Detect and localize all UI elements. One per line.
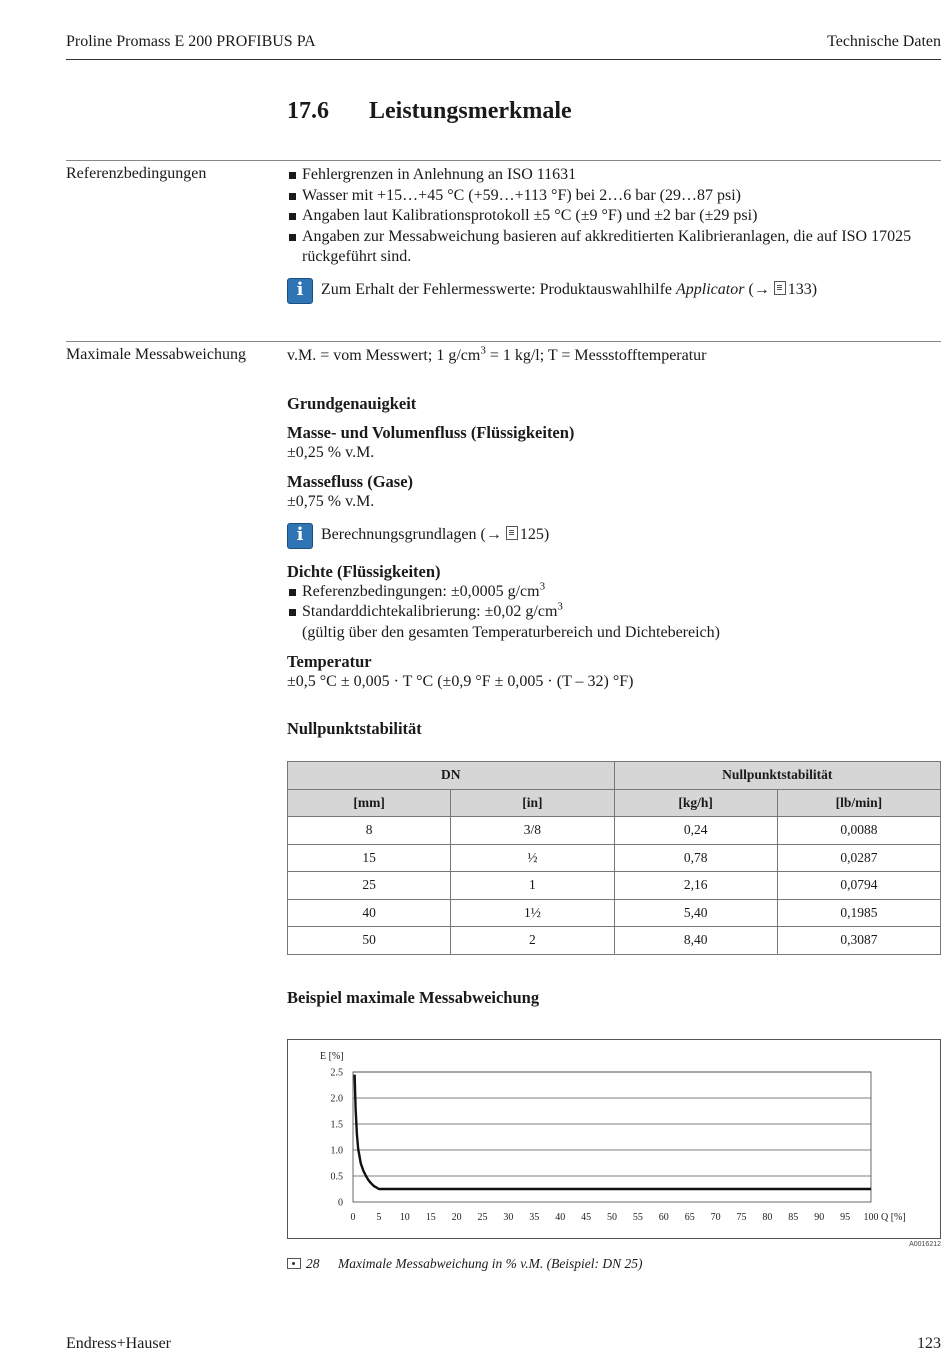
x-tick-label: 0 — [350, 1212, 356, 1223]
footer-brand: Endress+Hauser — [66, 1335, 171, 1352]
grund-heading: Grundgenauigkeit — [287, 393, 417, 413]
table-cell: 0,78 — [614, 844, 777, 872]
table-group-header: DN — [288, 762, 615, 790]
section-title — [287, 98, 572, 125]
table-cell: 8 — [288, 817, 451, 845]
list-item — [287, 582, 941, 603]
table-cell: 8,40 — [614, 927, 777, 955]
table-row — [288, 927, 941, 955]
list-item — [287, 602, 941, 643]
section-number: 17.6 — [287, 98, 329, 124]
calc-text: Berechnungsgrundlagen (→ — [321, 525, 502, 543]
chart-frame — [287, 1039, 941, 1239]
x-tick-label: 5 — [376, 1212, 382, 1223]
gas-heading: Massefluss (Gase) — [287, 472, 414, 491]
note-text: Zum Erhalt der Fehlermesswerte: Produktauswahlhilfe — [321, 280, 677, 298]
applicator-link[interactable]: Applicator — [676, 280, 745, 298]
header-product: Proline Promass E 200 PROFIBUS PA — [66, 33, 316, 50]
caption-text: Maximale Messabweichung in % v.M. (Beispiel: DN 25) — [338, 1256, 643, 1271]
page-ref-icon — [506, 526, 518, 540]
x-tick-label: 20 — [451, 1212, 462, 1223]
ref-label: Referenzbedingungen — [66, 165, 207, 182]
page-ref[interactable]: 125) — [519, 525, 550, 543]
page-ref[interactable]: 133) — [787, 280, 818, 298]
applicator-note — [287, 278, 941, 304]
intro-text-b: = 1 kg/l; T = Messstofftemperatur — [485, 347, 707, 364]
x-axis-label: Q [%] — [881, 1212, 906, 1223]
table-cell: 2,16 — [614, 872, 777, 900]
density-std: Standarddichtekalibrierung: ±0,02 g/cm — [302, 603, 558, 620]
x-tick-label: 45 — [581, 1212, 592, 1223]
table-cell: 25 — [288, 872, 451, 900]
table-col-header: [in] — [451, 789, 614, 817]
x-tick-label: 95 — [840, 1212, 851, 1223]
plot-area — [353, 1072, 871, 1202]
temp-value: ±0,5 °C ± 0,005 · T °C (±0,9 °F ± 0,005 · (T – 32) °F) — [287, 673, 634, 690]
x-tick-label: 30 — [503, 1212, 514, 1223]
ref-content — [287, 165, 941, 304]
x-tick-label: 90 — [814, 1212, 825, 1223]
liq-heading: Masse- und Volumenfluss (Flüssigkeiten) — [287, 422, 575, 442]
table-cell: 0,1985 — [777, 899, 940, 927]
intro-text: v.M. = vom Messwert; 1 g/cm — [287, 347, 481, 364]
x-tick-label: 65 — [684, 1212, 695, 1223]
table-cell: 0,0088 — [777, 817, 940, 845]
table-col-header: [kg/h] — [614, 789, 777, 817]
note-arrow: (→ — [744, 280, 770, 298]
x-tick-label: 15 — [425, 1212, 436, 1223]
header-rule — [66, 59, 941, 60]
intro-sup: 3 — [480, 344, 486, 357]
max-label: Maximale Messabweichung — [66, 346, 246, 363]
figure-caption — [287, 1256, 643, 1272]
density-sup: 3 — [539, 580, 546, 593]
x-tick-label: 60 — [658, 1212, 669, 1223]
page-number: 123 — [917, 1335, 941, 1352]
y-tick-label: 2.5 — [330, 1067, 343, 1079]
table-row — [288, 872, 941, 900]
table-row — [288, 899, 941, 927]
table-cell: 40 — [288, 899, 451, 927]
table-cell: ½ — [451, 844, 614, 872]
liq-value: ±0,25 % v.M. — [287, 443, 375, 461]
graph-icon — [287, 1258, 301, 1269]
x-tick-label: 80 — [762, 1212, 773, 1223]
temp-heading: Temperatur — [287, 652, 372, 671]
gas-value: ±0,75 % v.M. — [287, 493, 375, 510]
x-tick-label: 70 — [710, 1212, 721, 1223]
zero-table — [287, 761, 941, 955]
x-tick-label: 55 — [632, 1212, 643, 1223]
table-row — [288, 817, 941, 845]
divider-rule — [66, 341, 941, 342]
figure-id: A0016212 — [909, 1241, 941, 1248]
density-extra: (gültig über den gesamten Temperaturbereich und Dichtebereich) — [302, 623, 720, 641]
y-tick-label: 0 — [338, 1197, 343, 1209]
x-tick-label: 100 — [863, 1212, 879, 1223]
y-tick-label: 0.5 — [330, 1171, 343, 1183]
table-row — [288, 844, 941, 872]
x-tick-label: 35 — [529, 1212, 540, 1223]
table-cell: 0,3087 — [777, 927, 940, 955]
example-heading: Beispiel maximale Messabweichung — [287, 988, 540, 1007]
y-tick-label: 2.0 — [330, 1093, 343, 1105]
density-heading: Dichte (Flüssigkeiten) — [287, 561, 441, 581]
y-tick-label: 1.0 — [330, 1145, 343, 1157]
x-tick-label: 25 — [477, 1212, 488, 1223]
list-item: Wasser mit +15…+45 °C (+59…+113 °F) bei 2…6 bar (29…87 psi) — [287, 186, 941, 207]
table-col-header: [lb/min] — [777, 789, 940, 817]
table-group-header: Nullpunktstabilität — [614, 762, 941, 790]
table-cell: 0,0287 — [777, 844, 940, 872]
table-cell: 15 — [288, 844, 451, 872]
max-content — [287, 346, 941, 739]
table-cell: 0,0794 — [777, 872, 940, 900]
table-cell: 50 — [288, 927, 451, 955]
list-item: Angaben zur Messabweichung basieren auf akkreditierten Kalibrieranlagen, die auf ISO 17025 rückgeführt sind. — [287, 227, 941, 268]
calc-note — [287, 523, 941, 549]
table-cell: 5,40 — [614, 899, 777, 927]
y-tick-label: 1.5 — [330, 1119, 343, 1131]
list-item: Fehlergrenzen in Anlehnung an ISO 11631 — [287, 165, 941, 186]
info-icon: i — [287, 523, 313, 549]
section-title-text: Leistungsmerkmale — [369, 98, 572, 124]
error-chart — [288, 1040, 940, 1238]
caption-number: 28 — [306, 1256, 320, 1271]
table-cell: 1½ — [451, 899, 614, 927]
table-cell: 2 — [451, 927, 614, 955]
x-tick-label: 40 — [555, 1212, 566, 1223]
table-col-header: [mm] — [288, 789, 451, 817]
list-item: Angaben laut Kalibrationsprotokoll ±5 °C (±9 °F) und ±2 bar (±29 psi) — [287, 206, 941, 227]
ref-list — [287, 165, 941, 268]
x-tick-label: 50 — [607, 1212, 617, 1223]
density-list — [287, 582, 941, 644]
zero-heading: Nullpunktstabilität — [287, 718, 422, 738]
info-icon: i — [287, 278, 313, 304]
y-axis-label: E [%] — [320, 1051, 344, 1062]
table-cell: 3/8 — [451, 817, 614, 845]
max-intro — [287, 346, 941, 367]
x-tick-label: 85 — [788, 1212, 799, 1223]
table-cell: 1 — [451, 872, 614, 900]
x-tick-label: 10 — [399, 1212, 410, 1223]
header-chapter: Technische Daten — [827, 33, 941, 50]
page-ref-icon — [774, 281, 786, 295]
table-cell: 0,24 — [614, 817, 777, 845]
series-line — [355, 1075, 871, 1189]
zero-table-wrap — [287, 761, 941, 955]
divider-rule — [66, 160, 941, 161]
x-tick-label: 75 — [736, 1212, 747, 1223]
density-ref: Referenzbedingungen: ±0,0005 g/cm — [302, 582, 540, 600]
density-sup: 3 — [557, 600, 563, 613]
